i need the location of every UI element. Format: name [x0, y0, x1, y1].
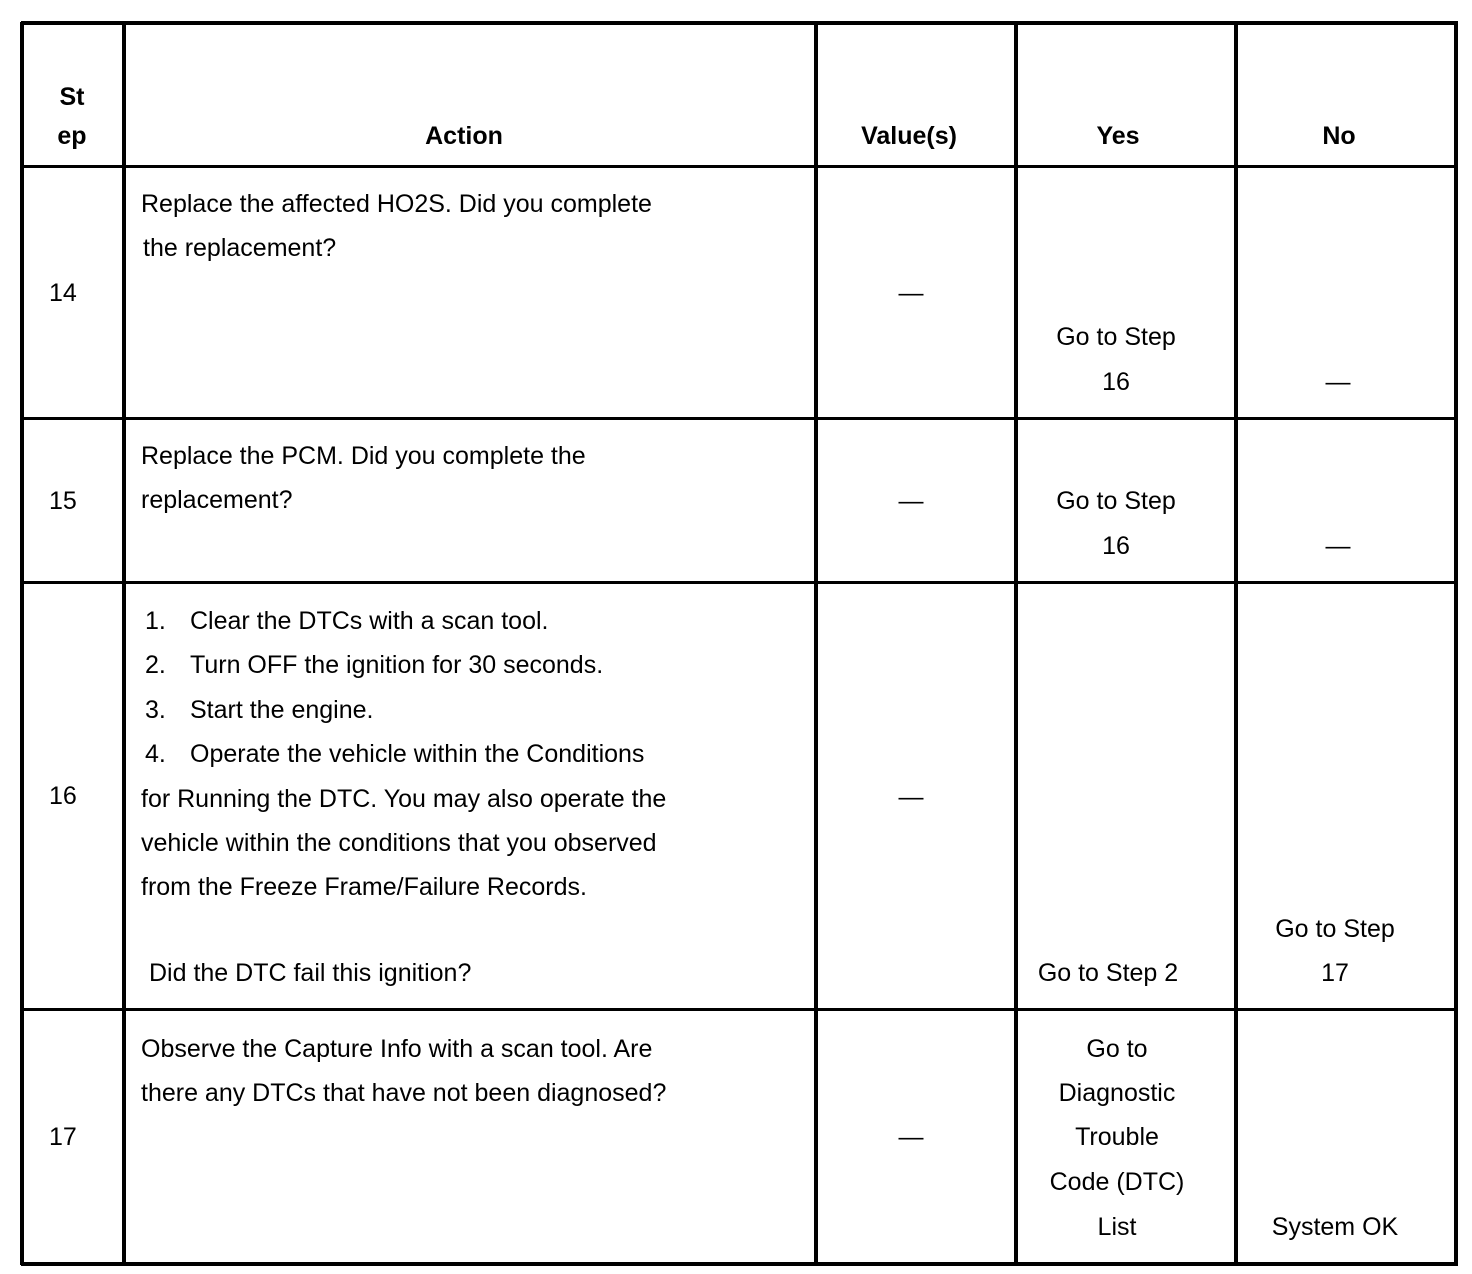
action-step-text: Operate the vehicle within the Conditions: [190, 740, 645, 768]
header-action: Action: [425, 122, 503, 150]
yes-cell: Go to Step 2: [1037, 959, 1179, 987]
yes-cell-line: 16: [1102, 368, 1130, 396]
yes-cell-line: Go to: [1086, 1035, 1148, 1063]
row-divider-14: [21, 417, 1458, 420]
step-number: 16: [49, 782, 77, 810]
action-text-line: there any DTCs that have not been diagnosed?: [141, 1079, 667, 1107]
step-number: 14: [49, 279, 77, 307]
action-text-line: Replace the affected HO2S. Did you complete: [141, 190, 652, 218]
action-text-line: replacement?: [141, 486, 293, 514]
yes-cell-line: List: [1097, 1213, 1137, 1241]
column-divider-step: [122, 22, 126, 1265]
value-cell: —: [898, 783, 924, 811]
action-text-line: vehicle within the conditions that you observed: [141, 829, 657, 857]
row-divider-15: [21, 581, 1458, 584]
action-text-line: for Running the DTC. You may also operate the: [141, 785, 667, 813]
yes-cell-line: 16: [1102, 532, 1130, 560]
action-step-number: 1.: [145, 607, 166, 635]
table-border-left: [20, 22, 24, 1265]
column-divider-yes: [1234, 22, 1238, 1265]
value-cell: —: [898, 279, 924, 307]
header-step-line2: ep: [57, 122, 87, 150]
action-step-text: Clear the DTCs with a scan tool.: [190, 607, 549, 635]
yes-cell-line: Go to Step: [1056, 323, 1176, 351]
header-step-line1: St: [59, 83, 85, 111]
table-border-top: [21, 21, 1458, 25]
no-cell: System OK: [1271, 1213, 1399, 1241]
yes-cell-line: Go to Step: [1056, 487, 1176, 515]
action-text-line: Replace the PCM. Did you complete the: [141, 442, 586, 470]
step-number: 15: [49, 487, 77, 515]
column-divider-action: [814, 22, 818, 1265]
table-border-bottom: [21, 1262, 1458, 1266]
action-step-number: 3.: [145, 696, 166, 724]
row-divider-16: [21, 1008, 1458, 1011]
action-text-line: Observe the Capture Info with a scan tool. Are: [141, 1035, 653, 1063]
action-question: Did the DTC fail this ignition?: [149, 959, 472, 987]
no-cell: —: [1325, 368, 1351, 396]
no-cell: —: [1325, 532, 1351, 560]
action-step-text: Turn OFF the ignition for 30 seconds.: [190, 651, 604, 679]
value-cell: —: [898, 1123, 924, 1151]
header-yes: Yes: [1096, 122, 1140, 150]
header-no: No: [1322, 122, 1356, 150]
action-text-line: the replacement?: [143, 234, 337, 262]
no-cell-line: 17: [1321, 959, 1349, 987]
action-step-number: 4.: [145, 740, 166, 768]
action-step-number: 2.: [145, 651, 166, 679]
no-cell-line: Go to Step: [1275, 915, 1395, 943]
action-text-line: from the Freeze Frame/Failure Records.: [141, 873, 587, 901]
yes-cell-line: Code (DTC): [1049, 1168, 1185, 1196]
step-number: 17: [49, 1123, 77, 1151]
value-cell: —: [898, 487, 924, 515]
yes-cell-line: Diagnostic: [1058, 1079, 1176, 1107]
yes-cell-line: Trouble: [1075, 1123, 1159, 1151]
row-divider-header: [21, 165, 1458, 168]
header-values: Value(s): [861, 122, 957, 150]
action-step-text: Start the engine.: [190, 696, 374, 724]
table-border-right: [1454, 22, 1458, 1265]
